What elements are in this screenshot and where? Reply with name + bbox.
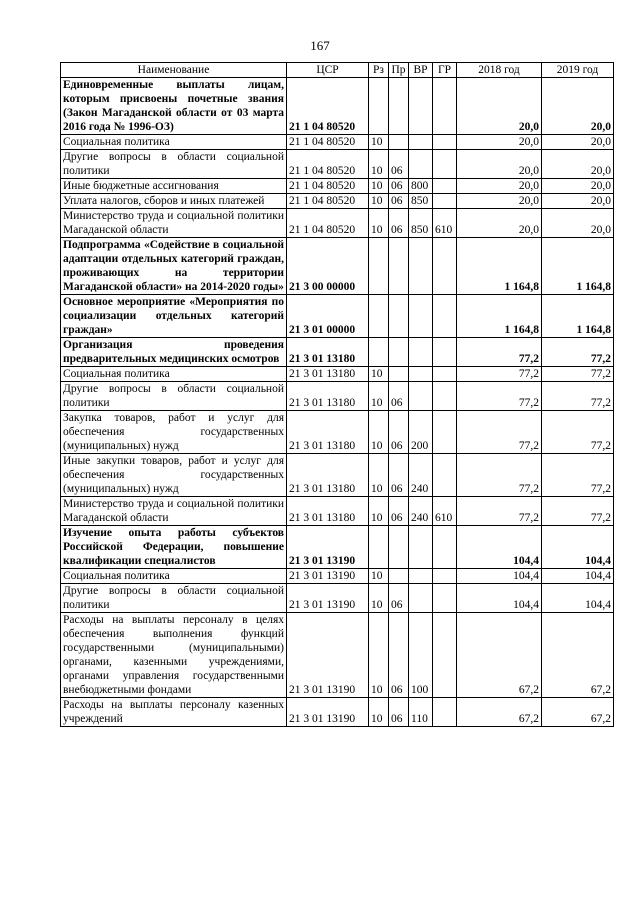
cell-rz: 10 [369,613,389,698]
table-row [61,238,614,295]
cell-vr [409,78,433,135]
cell-rz [369,295,389,338]
cell-vr: 110 [409,698,433,727]
cell-2018: 77,2 [457,497,542,526]
cell-name: Иные закупки товаров, работ и услуг для обеспечения государственных (муниципальных) нужд [61,454,287,497]
cell-2019: 20,0 [542,209,614,238]
cell-2018: 1 164,8 [457,238,542,295]
cell-pr [389,367,409,382]
cell-rz: 10 [369,584,389,613]
cell-2018: 1 164,8 [457,295,542,338]
cell-gr [433,150,457,179]
table-row [61,584,614,613]
cell-csr: 21 1 04 80520 [287,135,369,150]
cell-name: Изучение опыта работы субъектов Российской Федерации, повышение квалификации специалистов [61,526,287,569]
cell-2019: 77,2 [542,338,614,367]
cell-vr [409,238,433,295]
cell-gr [433,135,457,150]
cell-name: Другие вопросы в области социальной политики [61,382,287,411]
cell-rz: 10 [369,367,389,382]
cell-csr: 21 3 01 00000 [287,295,369,338]
cell-name: Подпрограмма «Содействие в социальной адаптации отдельных категорий граждан, проживающих на территории Магаданской области» на 2014-2020 годы» [61,238,287,295]
cell-csr: 21 3 01 13190 [287,526,369,569]
cell-name: Социальная политика [61,367,287,382]
cell-2018: 104,4 [457,526,542,569]
cell-name: Расходы на выплаты персоналу казенных учреждений [61,698,287,727]
cell-2018: 20,0 [457,135,542,150]
header-2018: 2018 год [457,63,542,78]
cell-2018: 104,4 [457,569,542,584]
cell-name: Социальная политика [61,569,287,584]
cell-2019: 77,2 [542,411,614,454]
cell-rz: 10 [369,411,389,454]
cell-csr: 21 3 01 13180 [287,338,369,367]
header-csr: ЦСР [287,63,369,78]
cell-csr: 21 3 01 13190 [287,698,369,727]
cell-pr [389,526,409,569]
cell-pr: 06 [389,698,409,727]
cell-csr: 21 1 04 80520 [287,194,369,209]
cell-rz: 10 [369,454,389,497]
cell-pr: 06 [389,382,409,411]
cell-rz: 10 [369,382,389,411]
cell-2019: 20,0 [542,78,614,135]
cell-2019: 104,4 [542,584,614,613]
cell-vr: 240 [409,497,433,526]
cell-2018: 20,0 [457,150,542,179]
cell-rz: 10 [369,135,389,150]
cell-vr [409,584,433,613]
cell-rz: 10 [369,698,389,727]
cell-csr: 21 3 01 13180 [287,454,369,497]
table-row [61,150,614,179]
cell-2019: 20,0 [542,135,614,150]
cell-pr: 06 [389,194,409,209]
cell-gr [433,78,457,135]
cell-name: Министерство труда и социальной политики Магаданской области [61,209,287,238]
cell-2018: 77,2 [457,382,542,411]
cell-vr: 850 [409,194,433,209]
cell-2018: 77,2 [457,411,542,454]
header-pr: Пр [389,63,409,78]
cell-csr: 21 3 01 13180 [287,411,369,454]
cell-csr: 21 1 04 80520 [287,78,369,135]
cell-rz: 10 [369,497,389,526]
cell-pr: 06 [389,209,409,238]
cell-gr [433,698,457,727]
cell-gr [433,367,457,382]
cell-gr [433,569,457,584]
cell-2019: 77,2 [542,454,614,497]
cell-csr: 21 3 01 13180 [287,382,369,411]
cell-rz: 10 [369,209,389,238]
cell-2019: 1 164,8 [542,295,614,338]
table-header-row [61,63,614,78]
cell-2019: 77,2 [542,382,614,411]
cell-rz: 10 [369,150,389,179]
table-row [61,367,614,382]
table-row [61,295,614,338]
header-rz: Рз [369,63,389,78]
cell-2019: 20,0 [542,150,614,179]
cell-csr: 21 1 04 80520 [287,179,369,194]
cell-2019: 1 164,8 [542,238,614,295]
cell-2019: 77,2 [542,497,614,526]
table-row [61,454,614,497]
table-row [61,569,614,584]
cell-vr: 100 [409,613,433,698]
cell-pr: 06 [389,411,409,454]
cell-rz [369,338,389,367]
cell-gr [433,454,457,497]
table-row [61,194,614,209]
cell-pr: 06 [389,454,409,497]
cell-name: Иные бюджетные ассигнования [61,179,287,194]
cell-rz: 10 [369,179,389,194]
cell-vr: 240 [409,454,433,497]
cell-gr [433,338,457,367]
cell-vr: 800 [409,179,433,194]
table-row [61,179,614,194]
cell-gr: 610 [433,497,457,526]
cell-2019: 20,0 [542,179,614,194]
cell-2018: 20,0 [457,194,542,209]
cell-2019: 77,2 [542,367,614,382]
cell-name: Основное мероприятие «Мероприятия по социализации отдельных категорий граждан» [61,295,287,338]
cell-rz: 10 [369,194,389,209]
cell-name: Организация проведения предварительных медицинских осмотров [61,338,287,367]
cell-name: Закупка товаров, работ и услуг для обеспечения государственных (муниципальных) нужд [61,411,287,454]
cell-name: Другие вопросы в области социальной политики [61,150,287,179]
table-row [61,338,614,367]
table-row [61,78,614,135]
page-number: 167 [310,38,330,53]
header-gr: ГР [433,63,457,78]
cell-csr: 21 3 01 13190 [287,584,369,613]
table-row [61,411,614,454]
cell-pr: 06 [389,150,409,179]
cell-vr [409,338,433,367]
header-2019: 2019 год [542,63,614,78]
cell-pr: 06 [389,497,409,526]
cell-name: Министерство труда и социальной политики Магаданской области [61,497,287,526]
cell-rz: 10 [369,569,389,584]
cell-csr: 21 3 01 13190 [287,569,369,584]
cell-vr: 850 [409,209,433,238]
table-row [61,698,614,727]
cell-gr [433,613,457,698]
cell-gr [433,179,457,194]
cell-pr [389,295,409,338]
table-row [61,135,614,150]
cell-pr [389,338,409,367]
cell-vr [409,295,433,338]
cell-rz [369,78,389,135]
cell-2018: 77,2 [457,338,542,367]
cell-2018: 20,0 [457,78,542,135]
cell-pr [389,238,409,295]
cell-pr [389,569,409,584]
table-row [61,613,614,698]
cell-rz [369,526,389,569]
cell-pr: 06 [389,179,409,194]
cell-gr [433,584,457,613]
table-row [61,382,614,411]
table-row [61,497,614,526]
cell-gr [433,382,457,411]
cell-name: Расходы на выплаты персоналу в целях обеспечения выполнения функций государственными (муниципальными) органами, казенными учреждениями, органами управления государственными внебюджетными фондами [61,613,287,698]
cell-2018: 77,2 [457,367,542,382]
cell-pr: 06 [389,584,409,613]
cell-2018: 67,2 [457,613,542,698]
cell-2018: 20,0 [457,209,542,238]
table-body [61,78,614,727]
cell-2019: 104,4 [542,526,614,569]
cell-gr [433,295,457,338]
cell-2018: 77,2 [457,454,542,497]
cell-csr: 21 3 01 13180 [287,367,369,382]
cell-vr [409,367,433,382]
cell-gr [433,238,457,295]
cell-gr [433,411,457,454]
cell-2018: 104,4 [457,584,542,613]
budget-table [60,62,614,727]
cell-pr: 06 [389,613,409,698]
cell-name: Единовременные выплаты лицам, которым присвоены почетные звания (Закон Магаданской области от 03 марта 2016 года № 1996-ОЗ) [61,78,287,135]
cell-vr: 200 [409,411,433,454]
cell-gr [433,194,457,209]
cell-gr [433,526,457,569]
table-row [61,526,614,569]
cell-vr [409,526,433,569]
cell-csr: 21 3 01 13180 [287,497,369,526]
cell-2019: 67,2 [542,613,614,698]
cell-pr [389,78,409,135]
cell-csr: 21 3 00 00000 [287,238,369,295]
cell-csr: 21 1 04 80520 [287,209,369,238]
cell-name: Социальная политика [61,135,287,150]
cell-csr: 21 3 01 13190 [287,613,369,698]
cell-vr [409,150,433,179]
cell-2018: 20,0 [457,179,542,194]
table-row [61,209,614,238]
cell-vr [409,569,433,584]
header-vr: ВР [409,63,433,78]
cell-name: Уплата налогов, сборов и иных платежей [61,194,287,209]
cell-name: Другие вопросы в области социальной политики [61,584,287,613]
header-name: Наименование [61,63,287,78]
cell-vr [409,135,433,150]
cell-2019: 104,4 [542,569,614,584]
cell-pr [389,135,409,150]
cell-2018: 67,2 [457,698,542,727]
cell-2019: 67,2 [542,698,614,727]
cell-vr [409,382,433,411]
cell-csr: 21 1 04 80520 [287,150,369,179]
cell-gr: 610 [433,209,457,238]
cell-2019: 20,0 [542,194,614,209]
cell-rz [369,238,389,295]
